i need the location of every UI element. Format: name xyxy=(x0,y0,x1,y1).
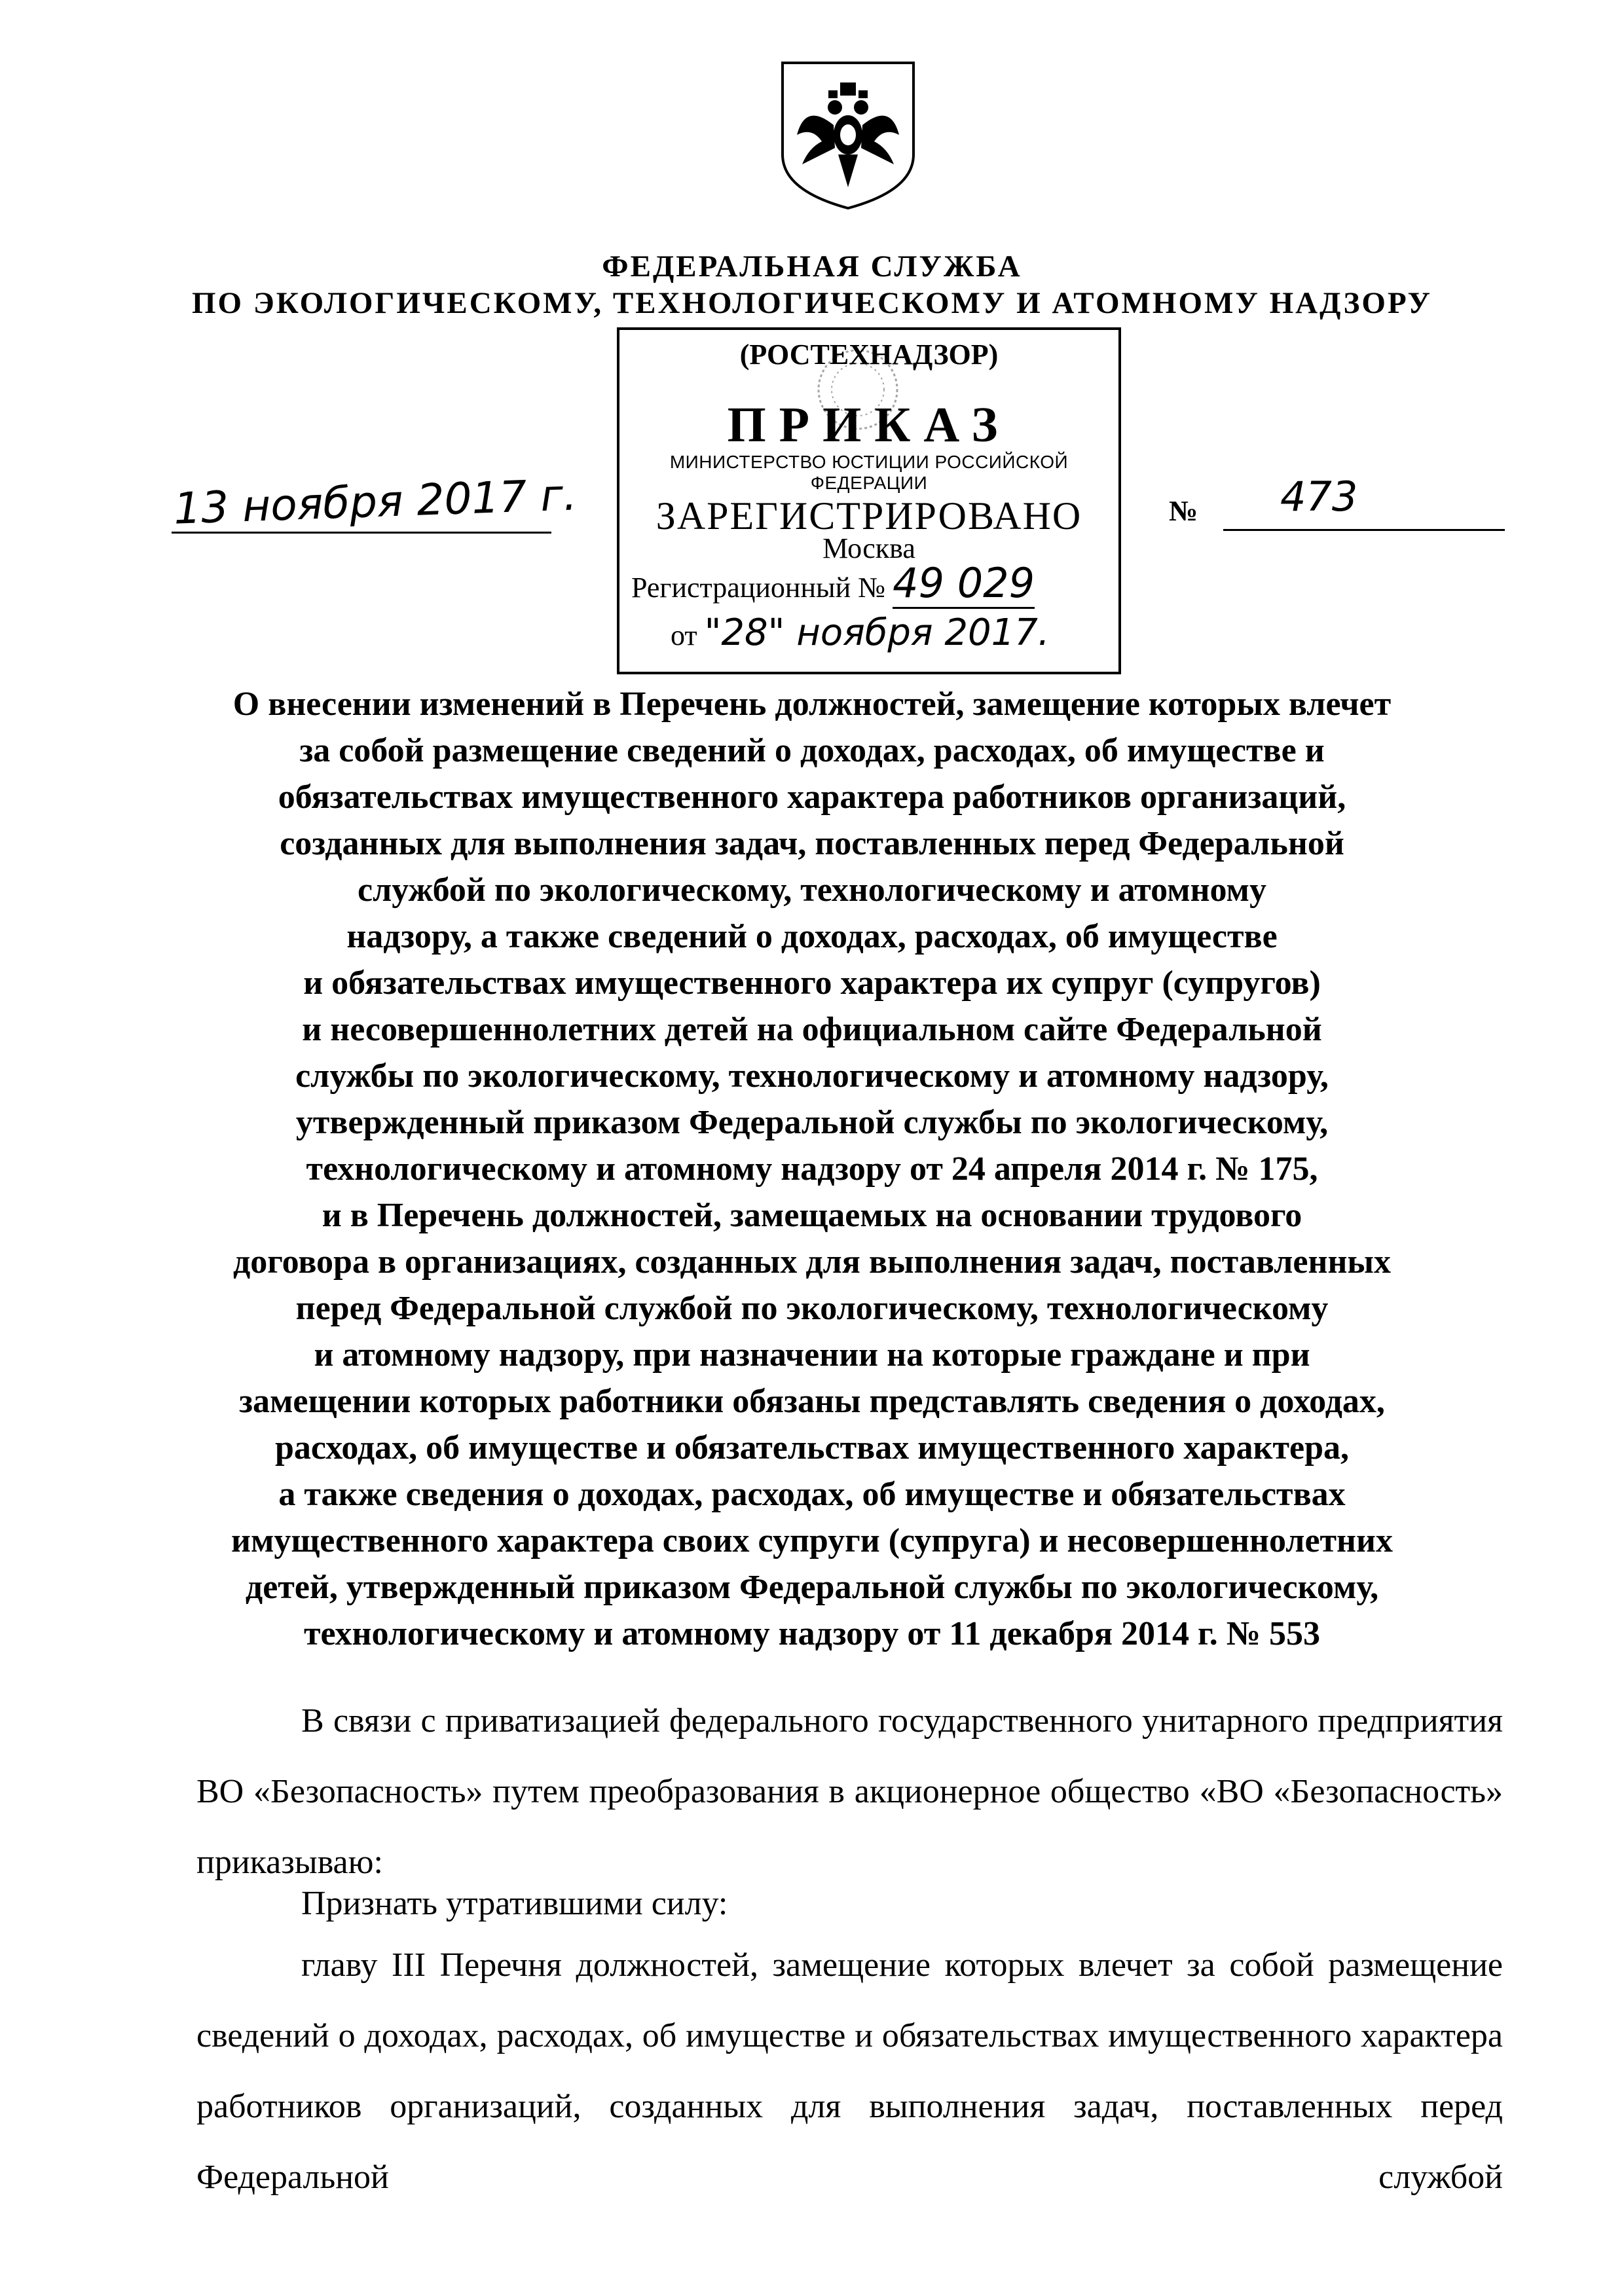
registered-label: ЗАРЕГИСТРИРОВАНО xyxy=(655,494,1082,538)
order-number-underline xyxy=(1223,529,1505,531)
order-title xyxy=(144,681,1480,1657)
title-line: и несовершеннолетних детей на официальном сайте Федеральной xyxy=(302,1011,1322,1048)
title-line: договора в организациях, созданных для выполнения задач, поставленных xyxy=(233,1243,1391,1281)
title-line: и в Перечень должностей, замещаемых на основании трудового xyxy=(322,1197,1302,1234)
coat-of-arms-emblem xyxy=(776,56,920,213)
order-date: 13 ноября 2017 г. xyxy=(172,469,578,534)
agency-name-line2: ПО ЭКОЛОГИЧЕСКОМУ, ТЕХНОЛОГИЧЕСКОМУ И АТОМНОМУ НАДЗОРУ xyxy=(191,286,1433,320)
body-paragraph-2: Признать утратившими силу: xyxy=(301,1885,728,1922)
order-date-underline xyxy=(172,532,551,534)
title-line: замещении которых работники обязаны представлять сведения о доходах, xyxy=(239,1383,1385,1420)
title-line: обязательствах имущественного характера работников организаций, xyxy=(278,778,1346,816)
body-paragraph-1: В связи с приватизацией федерального государственного унитарного предприятия ВО «Безопасность» путем преобразования в акционерное общество «ВО «Безопасность» приказываю: xyxy=(196,1702,1503,1881)
title-line: за собой размещение сведений о доходах, расходах, об имуществе и xyxy=(299,732,1325,769)
seal-impression xyxy=(792,340,923,439)
title-line: и обязательствах имущественного характера их супруг (супругов) xyxy=(303,964,1321,1002)
ministry-name: МИНИСТЕРСТВО ЮСТИЦИИ РОССИЙСКОЙ ФЕДЕРАЦИИ xyxy=(669,452,1069,493)
title-line: утвержденный приказом Федеральной службы по экологическому, xyxy=(295,1104,1329,1141)
order-number: 473 xyxy=(1280,473,1358,520)
body-paragraph-3: главу III Перечня должностей, замещение которых влечет за собой размещение сведений о доходах, расходах, об имуществе и обязательствах имущественного характера работников организаций, созданных для выполнения задач, поставленных перед Федеральной службой xyxy=(196,1946,1503,2196)
title-line: надзору, а также сведений о доходах, расходах, об имуществе xyxy=(346,918,1278,955)
title-line: созданных для выполнения задач, поставленных перед Федеральной xyxy=(280,825,1344,862)
document-type: ПРИКАЗ xyxy=(727,397,1011,452)
title-line: перед Федеральной службой по экологическому, технологическому xyxy=(295,1290,1329,1327)
title-line: и атомному надзору, при назначении на которые граждане и при xyxy=(314,1336,1310,1374)
title-line: О внесении изменений в Перечень должностей, замещение которых влечет xyxy=(232,685,1392,723)
title-line: детей, утвержденный приказом Федеральной службы по экологическому, xyxy=(245,1569,1379,1606)
title-line: имущественного характера своих супруги (супруга) и несовершеннолетних xyxy=(231,1522,1393,1559)
registration-number-row xyxy=(631,559,1130,607)
registration-date-row xyxy=(671,611,1170,654)
title-line: а также сведения о доходах, расходах, об имуществе и обязательствах xyxy=(278,1476,1346,1513)
title-line: технологическому и атомному надзору от 11 декабря 2014 г. № 553 xyxy=(303,1615,1321,1652)
registration-number: 49 029 xyxy=(893,559,1035,609)
registration-city: Москва xyxy=(822,532,915,564)
title-line: службы по экологическому, технологическому и атомному надзору, xyxy=(295,1057,1329,1095)
registration-number-label: Регистрационный № xyxy=(631,572,886,604)
registration-date-prefix: от xyxy=(671,619,697,651)
title-line: службой по экологическому, технологическому и атомному xyxy=(358,871,1266,909)
order-number-label: № xyxy=(1169,495,1198,527)
agency-short-name: (РОСТЕХНАДЗОР) xyxy=(739,338,999,371)
registration-date: "28" ноября 2017. xyxy=(704,611,1050,654)
title-line: расходах, об имуществе и обязательствах имущественного характера, xyxy=(274,1429,1350,1467)
agency-name-line1: ФЕДЕРАЛЬНАЯ СЛУЖБА xyxy=(602,249,1022,283)
title-line: технологическому и атомному надзору от 24 апреля 2014 г. № 175, xyxy=(306,1150,1318,1188)
